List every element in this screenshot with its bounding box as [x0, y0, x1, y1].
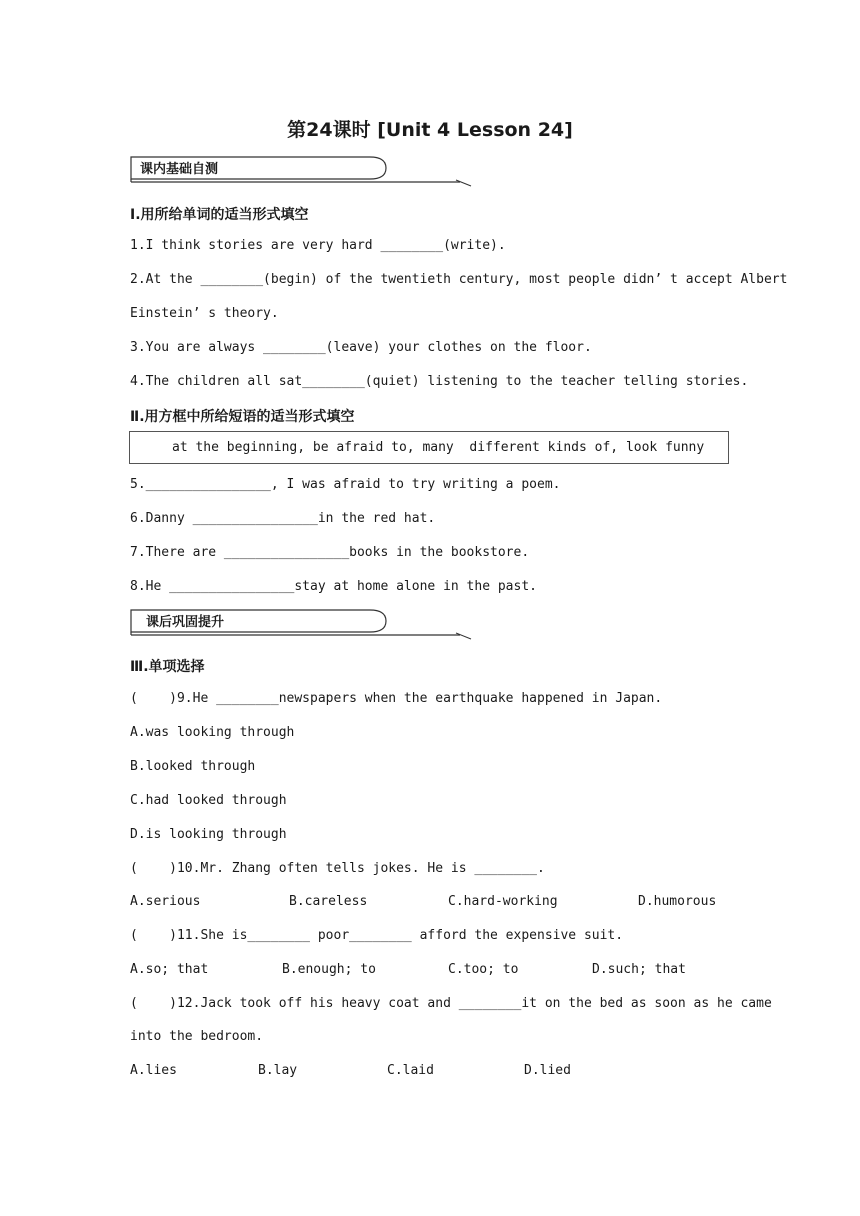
question-8: 8.He ________________stay at home alone in the past. — [130, 579, 537, 594]
question-12-continued: into the bedroom. — [130, 1029, 264, 1044]
question-11: ( )11.She is________ poor________ afford the expensive suit. — [130, 928, 624, 943]
section-heading-2: Ⅱ.用方框中所给短语的适当形式填空 — [130, 409, 355, 425]
option-11d: D.such; that — [592, 962, 686, 977]
option-9d: D.is looking through — [130, 827, 287, 842]
word-box: at the beginning, be afraid to, many different kinds of, look funny — [129, 431, 729, 464]
question-2-continued: Einstein’ s theory. — [130, 306, 279, 321]
question-5: 5.________________, I was afraid to try writing a poem. — [130, 477, 561, 492]
section-heading-1: Ⅰ.用所给单词的适当形式填空 — [130, 207, 309, 223]
option-9b: B.looked through — [130, 759, 256, 774]
question-2: 2.At the ________(begin) of the twentieth century, most people didn’ t accept Albert — [130, 272, 788, 287]
option-12a: A.lies — [130, 1063, 177, 1078]
section-tab-in-class — [130, 156, 475, 196]
question-12: ( )12.Jack took off his heavy coat and ________it on the bed as soon as he came — [130, 996, 772, 1011]
question-9: ( )9.He ________newspapers when the earthquake happened in Japan. — [130, 691, 663, 706]
question-6: 6.Danny ________________in the red hat. — [130, 511, 436, 526]
option-10c: C.hard-working — [448, 894, 558, 909]
option-11c: C.too; to — [448, 962, 519, 977]
option-10b: B.careless — [289, 894, 368, 909]
option-12b: B.lay — [258, 1063, 298, 1078]
question-10: ( )10.Mr. Zhang often tells jokes. He is ________. — [130, 861, 545, 876]
section-heading-3: Ⅲ.单项选择 — [130, 659, 205, 675]
question-1: 1.I think stories are very hard ________(write). — [130, 238, 506, 253]
option-9a: A.was looking through — [130, 725, 295, 740]
option-11b: B.enough; to — [282, 962, 376, 977]
option-12d: D.lied — [524, 1063, 571, 1078]
option-11a: A.so; that — [130, 962, 209, 977]
section-tab-after-class — [130, 609, 475, 649]
option-10d: D.humorous — [638, 894, 717, 909]
tab-label: 课内基础自测 — [140, 162, 219, 177]
question-7: 7.There are ________________books in the bookstore. — [130, 545, 530, 560]
option-10a: A.serious — [130, 894, 201, 909]
question-3: 3.You are always ________(leave) your clothes on the floor. — [130, 340, 592, 355]
tab-label: 课后巩固提升 — [146, 615, 225, 630]
page-title: 第24课时 [Unit 4 Lesson 24] — [287, 119, 573, 141]
option-12c: C.laid — [387, 1063, 434, 1078]
question-4: 4.The children all sat________(quiet) listening to the teacher telling stories. — [130, 374, 749, 389]
option-9c: C.had looked through — [130, 793, 287, 808]
